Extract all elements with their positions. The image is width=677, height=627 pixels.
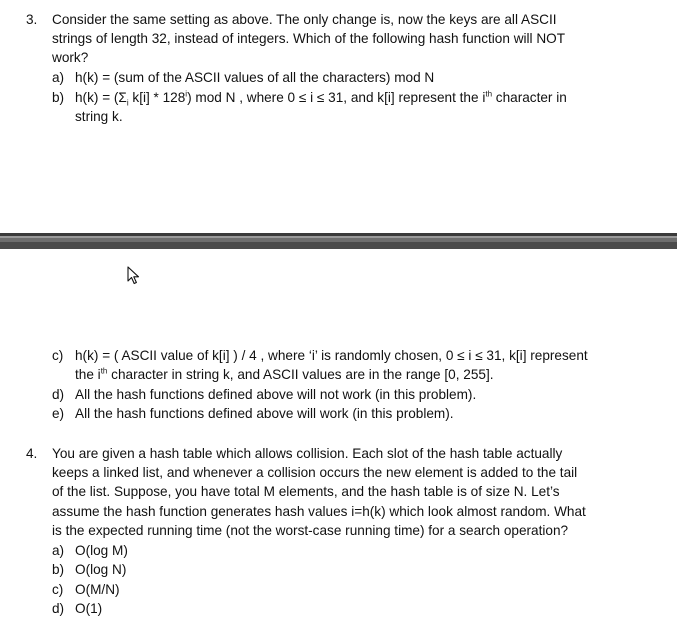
superscript-i: i xyxy=(185,89,188,99)
option-text: O(log N) xyxy=(75,562,127,577)
option-c-text-2: character in string k, and ASCII values are in the range [0, 255]. xyxy=(107,367,494,382)
question-3-line-2: strings of length 32, instead of integers. Which of the following hash function will NOT xyxy=(52,31,566,46)
subscript-i: i xyxy=(126,98,129,108)
option-letter: e) xyxy=(52,406,65,421)
option-text xyxy=(75,88,567,107)
option-letter: d) xyxy=(52,387,65,402)
question-3-line-3: work? xyxy=(52,50,89,65)
option-letter: c) xyxy=(52,582,64,597)
option-b-text-1: h(k) = (Σ xyxy=(75,90,127,105)
page-divider xyxy=(0,233,677,249)
question-4-line-2: keeps a linked list, and whenever a collision occurs the new element is added to the tail xyxy=(52,465,578,480)
question-4-line-5: is the expected running time (not the worst-case running time) for a search operation? xyxy=(52,523,569,538)
option-text: O(log M) xyxy=(75,543,128,558)
option-text: All the hash functions defined above will work (in this problem). xyxy=(75,406,454,421)
option-letter: b) xyxy=(52,562,65,577)
option-letter: b) xyxy=(52,90,65,105)
option-b-text-3: ) mod N , where 0 ≤ i ≤ 31, and k[i] represent the i xyxy=(187,90,486,105)
option-letter: a) xyxy=(52,543,65,558)
question-4-line-3: of the list. Suppose, you have total M elements, and the hash table is of size N. Let’s xyxy=(52,484,560,499)
option-text-line-2: string k. xyxy=(75,109,123,124)
option-b-text-4: character in xyxy=(492,90,567,105)
option-text: O(1) xyxy=(75,601,103,616)
superscript-th: th xyxy=(485,89,493,99)
option-letter: d) xyxy=(52,601,65,616)
option-letter: a) xyxy=(52,70,65,85)
option-letter: c) xyxy=(52,348,64,363)
option-text: h(k) = ( ASCII value of k[i] ) / 4 , where ‘i’ is randomly chosen, 0 ≤ i ≤ 31, k[i] represent xyxy=(75,348,588,363)
question-3-line-1: Consider the same setting as above. The only change is, now the keys are all ASCII xyxy=(52,12,557,27)
superscript-th: th xyxy=(100,366,108,376)
question-4-line-1: You are given a hash table which allows collision. Each slot of the hash table actually xyxy=(52,446,563,461)
option-text-line-2 xyxy=(75,365,494,384)
question-4-number: 4. xyxy=(26,446,38,461)
question-4-line-4: assume the hash function generates hash values i=h(k) which look almost random. What xyxy=(52,504,586,519)
option-text: All the hash functions defined above will not work (in this problem). xyxy=(75,387,477,402)
question-3-number: 3. xyxy=(26,12,38,27)
option-text: O(M/N) xyxy=(75,582,120,597)
option-b-text-2: k[i] * 128 xyxy=(128,90,186,105)
option-c-text-1: the i xyxy=(75,367,101,382)
option-text: h(k) = (sum of the ASCII values of all the characters) mod N xyxy=(75,70,435,85)
mouse-pointer-icon xyxy=(127,266,141,286)
